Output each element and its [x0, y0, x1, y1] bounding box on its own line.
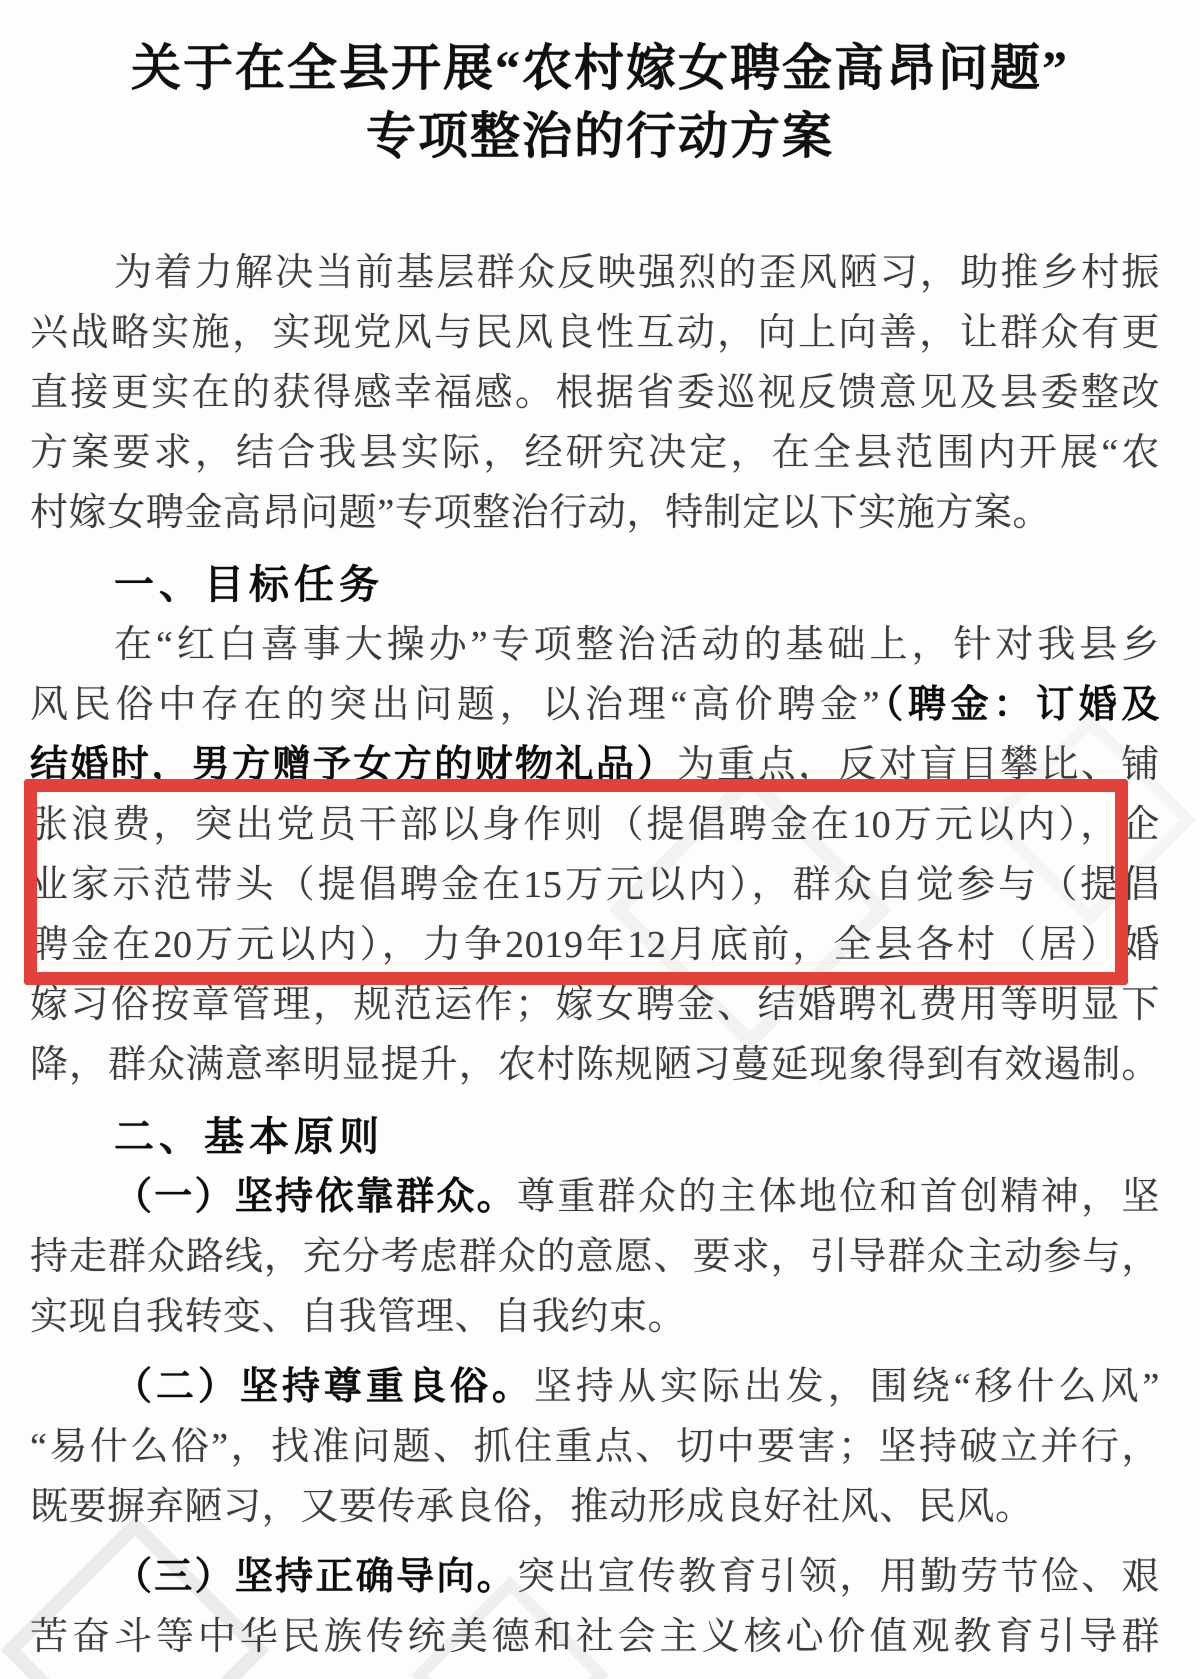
text-line: 一、目标任务	[114, 563, 384, 607]
text-line: 为着力解决当前基层群众反映强烈的歪风陋习，助推乡村振	[114, 252, 1160, 294]
document-title-line-1: 关于在全县开展“农村嫁女聘金高昂问题”	[131, 40, 1069, 96]
text-line: 聘金在20万元以内），力争2019年12月底前，全县各村（居）婚	[30, 924, 1160, 966]
text-line: “易什么俗”，找准问题、抓住重点、切中要害；坚持破立并行，	[30, 1426, 1160, 1468]
text-line: 业家示范带头（提倡聘金在15万元以内），群众自觉参与（提倡	[30, 864, 1160, 906]
text-line: 苦奋斗等中华民族传统美德和社会主义核心价值观教育引导群	[30, 1616, 1160, 1658]
text-line: 持走群众路线，充分考虑群众的意愿、要求，引导群众主动参与，	[30, 1236, 1160, 1278]
paragraph	[30, 1547, 1160, 1667]
paragraph	[30, 1167, 1160, 1347]
document-body	[30, 243, 1160, 1667]
text-line: 二、基本原则	[114, 1115, 384, 1159]
text-line: 兴战略实施，实现党风与民风良性互动，向上向善，让群众有更	[30, 312, 1160, 354]
text-line: 既要摒弃陋习，又要传承良俗，推动形成良好社风、民风。	[30, 1486, 1034, 1528]
text-line: 方案要求，结合我县实际，经研究决定，在全县范围内开展“农	[30, 432, 1160, 474]
text-line: 在“红白喜事大操办”专项整治活动的基础上，针对我县乡	[114, 624, 1160, 666]
text-line: 直接更实在的获得感幸福感。根据省委巡视反馈意见及县委整改	[30, 372, 1160, 414]
text-line: 村嫁女聘金高昂问题”专项整治行动，特制定以下实施方案。	[30, 492, 1052, 534]
paragraph	[30, 243, 1160, 543]
text-line: 风民俗中存在的突出问题，以治理“高价聘金”（聘金：订婚及	[30, 684, 1160, 726]
text-line: 嫁习俗按章管理，规范运作；嫁女聘金、结婚聘礼费用等明显下	[30, 984, 1160, 1026]
text-line: 张浪费，突出党员干部以身作则（提倡聘金在10万元以内），企	[30, 804, 1160, 846]
section-heading	[30, 555, 1160, 615]
text-line: 实现自我转变、自我管理、自我约束。	[30, 1296, 687, 1338]
document-title	[0, 34, 1200, 170]
paragraph	[30, 1357, 1160, 1537]
paragraph	[30, 615, 1160, 1095]
text-line: （二）坚持尊重良俗。坚持从实际出发，围绕“移什么风”	[114, 1366, 1160, 1408]
section-heading	[30, 1107, 1160, 1167]
text-line: （三）坚持正确导向。突出宣传教育引领，用勤劳节俭、艰	[114, 1556, 1160, 1598]
text-line: （一）坚持依靠群众。尊重群众的主体地位和首创精神，坚	[114, 1176, 1160, 1218]
text-line: 结婚时，男方赠予女方的财物礼品）为重点，反对盲目攀比、铺	[30, 744, 1160, 786]
text-line: 降，群众满意率明显提升，农村陈规陋习蔓延现象得到有效遏制。	[30, 1044, 1160, 1086]
document-title-line-2: 专项整治的行动方案	[366, 108, 834, 164]
